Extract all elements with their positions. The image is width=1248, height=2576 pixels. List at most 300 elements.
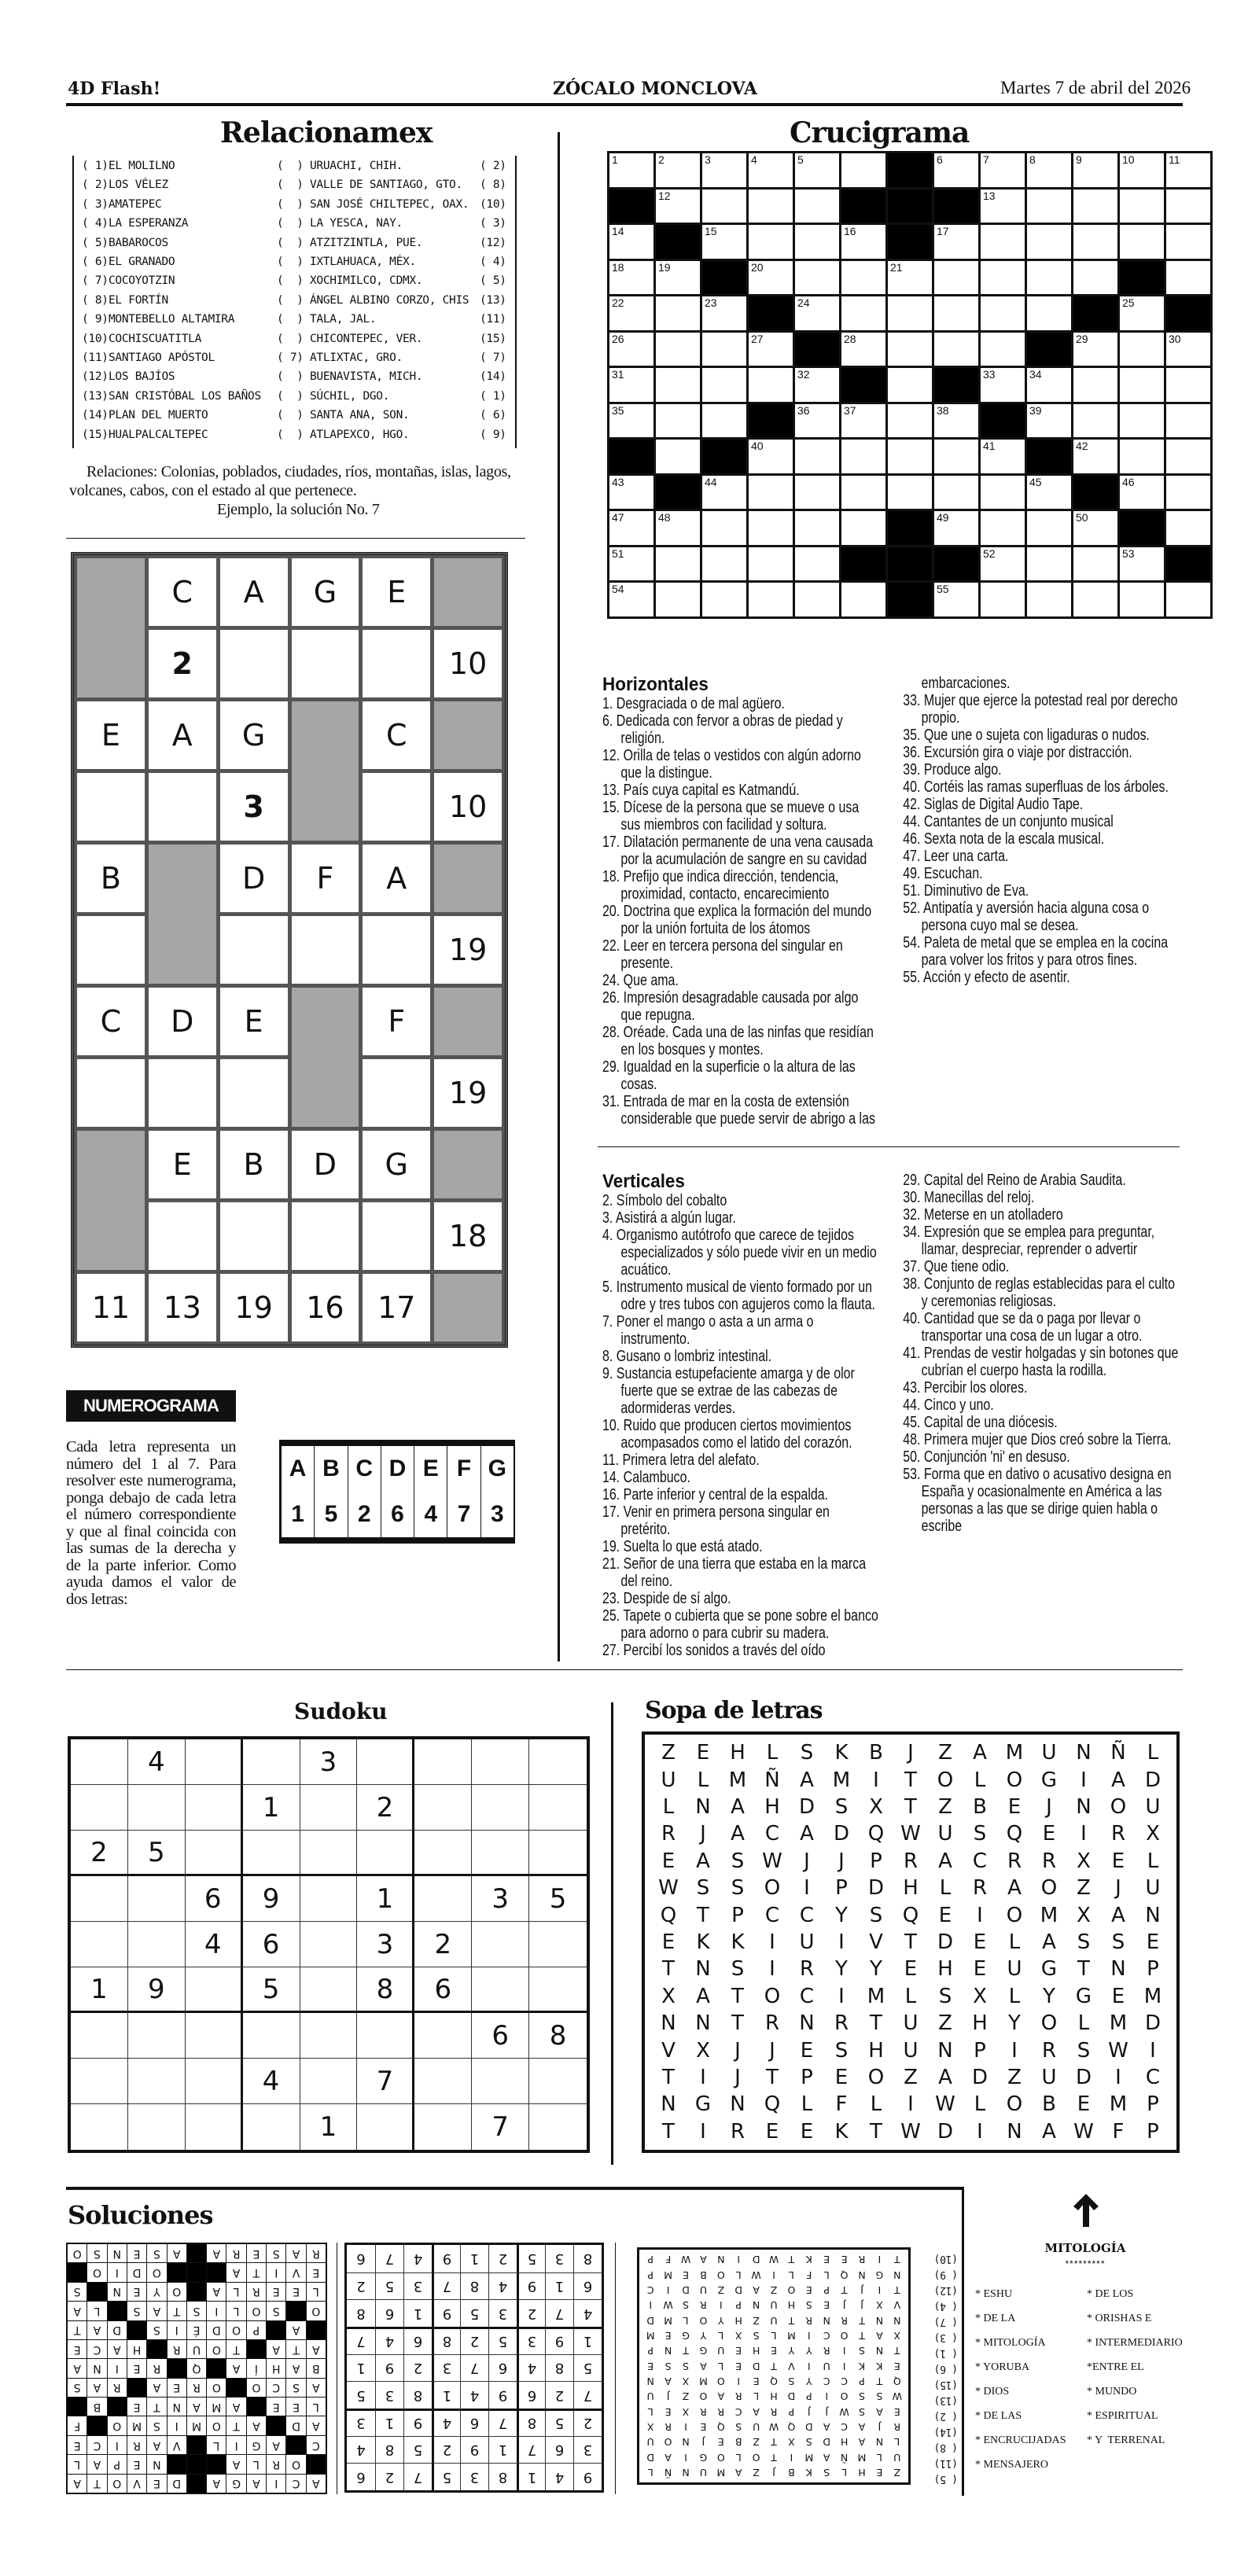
sudoku-empty-cell[interactable]	[300, 1922, 358, 1967]
crossword-cell[interactable]	[934, 153, 978, 187]
crossword-cell[interactable]	[1073, 404, 1117, 438]
crossword-cell[interactable]	[1166, 404, 1210, 438]
solution-letter: D	[752, 2360, 760, 2372]
crossword-cell[interactable]	[1120, 153, 1164, 187]
solution-letter: E	[700, 2420, 707, 2433]
sudoku-empty-cell[interactable]	[128, 1785, 186, 1831]
sudoku-empty-cell[interactable]	[529, 1785, 587, 1831]
sum-cell: 10	[434, 773, 502, 841]
sudoku-given: 6	[460, 2409, 488, 2436]
crossword-cell[interactable]	[795, 296, 839, 330]
relacionamex-footer	[69, 462, 528, 519]
sudoku-empty-cell[interactable]	[529, 1922, 587, 1967]
sudoku-empty-cell[interactable]	[357, 1831, 414, 1876]
letter-cell: B	[220, 1131, 288, 1198]
sudoku-empty-cell[interactable]	[300, 1876, 358, 1922]
letter: L	[939, 1876, 952, 1901]
solution-letter: T	[147, 2398, 166, 2416]
crossword-cell[interactable]	[841, 296, 885, 330]
crossword-cell[interactable]	[888, 404, 932, 438]
crossword-cell[interactable]	[795, 190, 839, 223]
crossword-cell[interactable]	[656, 153, 700, 187]
sudoku-empty-cell[interactable]	[300, 2059, 358, 2104]
crossword-cell[interactable]	[981, 333, 1025, 366]
crossword-cell[interactable]	[1073, 547, 1117, 581]
crossword-cell[interactable]	[1166, 153, 1210, 187]
crossword-cell[interactable]	[1120, 333, 1164, 366]
crossword-cell[interactable]	[609, 511, 653, 545]
crossword-cell[interactable]	[1027, 511, 1071, 545]
sudoku-empty-cell[interactable]	[71, 1785, 128, 1831]
black-cell	[187, 2244, 206, 2262]
sudoku-empty-cell[interactable]	[128, 2104, 186, 2150]
letter-cell: C	[77, 988, 145, 1055]
sudoku-empty-cell[interactable]	[71, 2104, 128, 2150]
sudoku-empty-cell[interactable]	[357, 1739, 414, 1785]
crossword-cell[interactable]	[1027, 404, 1071, 438]
clue-number: 33	[983, 368, 996, 381]
crossword-cell[interactable]	[1166, 261, 1210, 295]
empty-cell[interactable]	[363, 916, 430, 984]
sudoku-empty-cell[interactable]	[243, 1831, 300, 1876]
crossword-cell[interactable]	[888, 296, 932, 330]
answer-blank[interactable]: ( )	[277, 160, 304, 172]
sudoku-empty-cell[interactable]	[300, 1831, 358, 1876]
crossword-cell[interactable]	[656, 296, 700, 330]
clue-number: 17	[937, 225, 949, 237]
solution-letter: P	[823, 2283, 830, 2296]
sudoku-empty-cell[interactable]	[472, 1967, 529, 2013]
clue-down: 44. Cinco y uno.	[903, 1396, 994, 1414]
relacionamex-row	[74, 157, 514, 175]
crossword-cell[interactable]	[1120, 404, 1164, 438]
crossword-cell[interactable]	[1120, 225, 1164, 259]
crossword-cell[interactable]	[609, 583, 653, 616]
crossword-cell[interactable]	[888, 333, 932, 366]
empty-cell[interactable]	[363, 773, 430, 841]
sudoku-empty-cell[interactable]	[186, 2104, 243, 2150]
crossword-cell[interactable]	[1073, 511, 1117, 545]
sudoku-empty-cell[interactable]	[472, 2059, 529, 2104]
crossword-cell[interactable]	[1166, 333, 1210, 366]
crossword-cell[interactable]	[1120, 296, 1164, 330]
crossword-cell[interactable]	[1166, 190, 1210, 223]
sudoku-empty-cell[interactable]	[529, 2059, 587, 2104]
letter: R	[972, 1876, 988, 1901]
letter-cell: E	[220, 988, 288, 1055]
crossword-cell[interactable]	[934, 225, 978, 259]
crossword-cell[interactable]	[656, 190, 700, 223]
crossword-cell[interactable]	[981, 190, 1025, 223]
crossword-cell[interactable]	[1166, 225, 1210, 259]
empty-cell[interactable]	[220, 630, 288, 697]
clue-number: 14	[612, 225, 624, 237]
empty-cell[interactable]	[363, 1059, 430, 1127]
solution-letter: T	[859, 2329, 865, 2342]
numerograma-label: NUMEROGRAMA	[66, 1390, 236, 1422]
answer-blank[interactable]: ( )	[277, 428, 304, 441]
sudoku-empty-cell[interactable]	[529, 1739, 587, 1785]
crossword-cell[interactable]	[795, 153, 839, 187]
crossword-cell[interactable]	[749, 368, 793, 402]
crossword-cell[interactable]	[981, 583, 1025, 616]
crossword-cell[interactable]	[888, 261, 932, 295]
crossword-cell[interactable]	[888, 368, 932, 402]
crossword-cell[interactable]	[1027, 225, 1071, 259]
empty-cell[interactable]	[363, 1202, 430, 1270]
crossword-cell[interactable]	[656, 440, 700, 473]
crossword-cell[interactable]	[1073, 440, 1117, 473]
solution-letter: I	[807, 2329, 811, 2342]
answer-blank[interactable]: ( 7)	[277, 351, 304, 364]
letter: T	[904, 1930, 917, 1954]
sudoku-empty-cell[interactable]	[186, 1739, 243, 1785]
empty-cell[interactable]	[149, 1202, 216, 1270]
sudoku-empty-cell[interactable]	[128, 1922, 186, 1967]
solution-letter: A	[68, 2359, 87, 2377]
sudoku-empty-cell[interactable]	[300, 1967, 358, 2013]
crossword-cell[interactable]	[656, 404, 700, 438]
sudoku-empty-cell[interactable]	[357, 2104, 414, 2150]
solution-letter: A	[267, 2436, 285, 2454]
crossword-cell[interactable]	[841, 404, 885, 438]
clue-across: 1. Desgraciada o de mal agüero.	[602, 694, 786, 712]
crossword-cell[interactable]	[749, 440, 793, 473]
crossword-cell[interactable]	[795, 583, 839, 616]
crossword-cell[interactable]	[841, 333, 885, 366]
empty-cell[interactable]	[363, 630, 430, 697]
sudoku-empty-cell[interactable]	[472, 1922, 529, 1967]
sudoku-empty-cell[interactable]	[414, 2104, 472, 2150]
solution-letter: E	[664, 2405, 672, 2418]
crossword-cell[interactable]	[749, 190, 793, 223]
crossword-cell[interactable]	[934, 583, 978, 616]
crossword-cell[interactable]	[841, 225, 885, 259]
sudoku-empty-cell[interactable]	[71, 2013, 128, 2059]
crossword-cell[interactable]	[1027, 261, 1071, 295]
crossword-cell[interactable]	[795, 476, 839, 510]
crossword-cell[interactable]	[609, 547, 653, 581]
crossword-cell[interactable]	[702, 547, 746, 581]
crossword-cell[interactable]	[934, 511, 978, 545]
solution-letter: A	[664, 2451, 672, 2464]
sudoku-empty-cell[interactable]	[414, 1876, 472, 1922]
crossword-cell[interactable]	[934, 440, 978, 473]
crossword-cell[interactable]	[656, 511, 700, 545]
header-rule	[66, 103, 1183, 106]
sudoku-empty-cell[interactable]	[243, 1739, 300, 1785]
crossword-cell[interactable]	[934, 476, 978, 510]
crossword-cell[interactable]	[656, 583, 700, 616]
crossword-cell[interactable]	[1073, 583, 1117, 616]
crossword-cell[interactable]	[1166, 476, 1210, 510]
solution-letter: U	[717, 2345, 725, 2357]
crossword-cell[interactable]	[749, 583, 793, 616]
crossword-cell[interactable]	[702, 583, 746, 616]
crossword-cell[interactable]	[702, 404, 746, 438]
solution-letter: A	[286, 2359, 305, 2377]
answer-blank[interactable]: ( )	[277, 389, 304, 403]
sudoku-empty-cell[interactable]	[300, 1785, 358, 1831]
crossword-cell[interactable]	[841, 261, 885, 295]
crossword-cell[interactable]	[888, 440, 932, 473]
solution-letter: X	[734, 2329, 742, 2342]
crossword-cell[interactable]	[656, 333, 700, 366]
crossword-cell[interactable]	[795, 440, 839, 473]
crossword-cell[interactable]	[795, 511, 839, 545]
solution-letter: O	[147, 2263, 166, 2281]
crossword-cell[interactable]	[981, 547, 1025, 581]
crossword-cell[interactable]	[1073, 261, 1117, 295]
crossword-cell[interactable]	[1120, 583, 1164, 616]
crossword-cell[interactable]	[1073, 190, 1117, 223]
letter: E	[1111, 1984, 1125, 2008]
answer-blank[interactable]: ( )	[277, 178, 304, 192]
solution-letter: N	[875, 2314, 884, 2327]
solution-letter: G	[875, 2269, 884, 2281]
crossword-cell[interactable]	[981, 476, 1025, 510]
sudoku-empty-cell[interactable]	[71, 2059, 128, 2104]
crossword-cell[interactable]	[981, 368, 1025, 402]
sudoku-empty-cell[interactable]	[186, 1831, 243, 1876]
empty-cell[interactable]	[149, 1059, 216, 1127]
answer-blank[interactable]: ( )	[277, 409, 304, 422]
crossword-cell[interactable]	[656, 547, 700, 581]
empty-cell[interactable]	[220, 1202, 288, 1270]
empty-cell[interactable]	[77, 1059, 145, 1127]
crossword-cell[interactable]	[981, 440, 1025, 473]
crossword-cell[interactable]	[934, 261, 978, 295]
answer-blank[interactable]: ( )	[277, 370, 304, 384]
sudoku-empty-cell[interactable]	[128, 2013, 186, 2059]
right-place: CHICONTEPEC, VER.	[310, 332, 423, 345]
sudoku-empty-cell[interactable]	[243, 2104, 300, 2150]
sudoku-empty-cell[interactable]	[472, 1739, 529, 1785]
solution-letter: R	[664, 2420, 672, 2433]
crossword-cell[interactable]	[1120, 476, 1164, 510]
empty-cell[interactable]	[77, 916, 145, 984]
letter: N	[1007, 2119, 1022, 2144]
sudoku-empty-cell[interactable]	[128, 2059, 186, 2104]
crossword-cell[interactable]	[981, 225, 1025, 259]
crossword-cell[interactable]	[1166, 440, 1210, 473]
crossword-cell[interactable]	[795, 368, 839, 402]
crossword-cell[interactable]	[749, 476, 793, 510]
column-divider	[558, 132, 560, 1662]
sudoku-empty-cell[interactable]	[300, 2013, 358, 2059]
answer-blank[interactable]: ( )	[277, 293, 304, 307]
crossword-cell[interactable]	[609, 368, 653, 402]
solution-letter: Z	[717, 2283, 725, 2296]
letter: E	[765, 2119, 779, 2144]
clue-number: 51	[612, 546, 624, 560]
crossword-cell[interactable]	[934, 333, 978, 366]
crossword-cell[interactable]	[934, 404, 978, 438]
sudoku-empty-cell[interactable]	[186, 2059, 243, 2104]
crossword-cell[interactable]	[609, 333, 653, 366]
crossword-cell[interactable]	[1120, 547, 1164, 581]
crossword-cell[interactable]	[749, 511, 793, 545]
crossword-cell[interactable]	[795, 404, 839, 438]
crossword-cell[interactable]	[1027, 476, 1071, 510]
sudoku-empty-cell[interactable]	[529, 2104, 587, 2150]
crossword-cell[interactable]	[1027, 190, 1071, 223]
sudoku-empty-cell[interactable]	[243, 2013, 300, 2059]
crossword-cell[interactable]	[609, 225, 653, 259]
crossword-cell[interactable]	[1027, 547, 1071, 581]
solution-letter: I	[737, 2375, 741, 2387]
solution-letter: Z	[893, 2466, 901, 2478]
clue-number: 26	[612, 332, 624, 345]
crossword-cell[interactable]	[702, 190, 746, 223]
sudoku-empty-cell[interactable]	[414, 1739, 472, 1785]
crossword-cell[interactable]	[749, 153, 793, 187]
crossword-cell[interactable]	[981, 296, 1025, 330]
black-cell	[841, 547, 885, 581]
crossword-cell[interactable]	[702, 153, 746, 187]
crossword-cell[interactable]	[656, 368, 700, 402]
crossword-cell[interactable]	[702, 511, 746, 545]
crossword-cell[interactable]	[795, 225, 839, 259]
letter: L	[1008, 1984, 1021, 2008]
sudoku-given: 4	[573, 2299, 602, 2327]
sudoku-empty-cell[interactable]	[472, 1831, 529, 1876]
solution-letter: E	[823, 2299, 830, 2312]
empty-cell[interactable]	[220, 1059, 288, 1127]
sudoku-empty-cell[interactable]	[414, 2013, 472, 2059]
crossword-cell[interactable]	[981, 153, 1025, 187]
crossword-cell[interactable]	[795, 261, 839, 295]
answer-blank[interactable]: ( )	[277, 197, 304, 211]
letter: E	[973, 1930, 987, 1954]
answer-blank[interactable]: ( )	[277, 274, 304, 288]
sudoku-empty-cell[interactable]	[71, 1876, 128, 1922]
sudoku-given: 3	[573, 2436, 602, 2464]
crossword-cell[interactable]	[888, 476, 932, 510]
crossword-cell[interactable]	[1073, 368, 1117, 402]
crossword-cell[interactable]	[609, 153, 653, 187]
sudoku-empty-cell[interactable]	[186, 1967, 243, 2013]
crossword-cell[interactable]	[609, 296, 653, 330]
crossword-cell[interactable]	[934, 296, 978, 330]
letter: E	[1042, 1822, 1056, 1846]
answer-blank[interactable]: ( )	[277, 217, 304, 230]
sudoku-empty-cell[interactable]	[186, 1785, 243, 1831]
empty-cell[interactable]	[149, 773, 216, 841]
sudoku-empty-cell[interactable]	[529, 1967, 587, 2013]
crossword-cell[interactable]	[749, 261, 793, 295]
crossword-cell[interactable]	[841, 153, 885, 187]
solution-letter: R	[700, 2405, 707, 2418]
crossword-cell[interactable]	[1166, 583, 1210, 616]
crossword-cell[interactable]	[841, 440, 885, 473]
gray-cell	[434, 701, 502, 769]
crossword-cell[interactable]	[841, 511, 885, 545]
crossword-cell[interactable]	[1073, 333, 1117, 366]
solution-letter: U	[823, 2360, 830, 2372]
sudoku-empty-cell[interactable]	[128, 1876, 186, 1922]
crossword-cell[interactable]	[702, 476, 746, 510]
crossword-cell[interactable]	[1166, 511, 1210, 545]
crossword-cell[interactable]	[609, 404, 653, 438]
crossword-cell[interactable]	[1027, 583, 1071, 616]
crossword-cell[interactable]	[1027, 368, 1071, 402]
crossword-cell[interactable]	[795, 547, 839, 581]
sudoku-empty-cell[interactable]	[71, 1739, 128, 1785]
crossword-cell[interactable]	[981, 261, 1025, 295]
crossword-cell[interactable]	[609, 476, 653, 510]
crossword-cell[interactable]	[1027, 153, 1071, 187]
clue-across: 33. Mujer que ejerce la potestad real por derecho propio.	[903, 691, 1178, 727]
crossword-cell[interactable]	[1073, 225, 1117, 259]
solution-letter: I	[108, 2436, 127, 2454]
letter: U	[1041, 1741, 1057, 1765]
sudoku-empty-cell[interactable]	[414, 2059, 472, 2104]
solution-letter: N	[752, 2299, 760, 2312]
letter: I	[838, 1984, 845, 2008]
answer-blank[interactable]: ( )	[277, 256, 304, 268]
sudoku-empty-cell[interactable]	[414, 1785, 472, 1831]
crossword-cell[interactable]	[656, 261, 700, 295]
section-name: 4D Flash!	[68, 79, 161, 99]
empty-cell[interactable]	[77, 773, 145, 841]
crossword-cell[interactable]	[749, 225, 793, 259]
clue-number: 46	[1122, 475, 1135, 488]
crossword-cell[interactable]	[1027, 296, 1071, 330]
sudoku-given: 1	[432, 2381, 460, 2409]
sudoku-given: 7	[545, 2299, 573, 2327]
crossword-cell[interactable]	[1120, 190, 1164, 223]
answer-blank[interactable]: ( )	[277, 313, 304, 326]
crossword-cell[interactable]	[1166, 368, 1210, 402]
sudoku-empty-cell[interactable]	[414, 1831, 472, 1876]
crossword-cell[interactable]	[1120, 440, 1164, 473]
empty-cell[interactable]	[220, 916, 288, 984]
clue-down: 19. Suelta lo que está atado.	[602, 1537, 763, 1555]
black-cell	[207, 2359, 226, 2377]
crossword-cell[interactable]	[981, 511, 1025, 545]
letter: K	[731, 1930, 745, 1954]
solution-letter: F	[806, 2269, 812, 2281]
sudoku-empty-cell[interactable]	[357, 2013, 414, 2059]
crossword-cell[interactable]	[1120, 368, 1164, 402]
sudoku-empty-cell[interactable]	[472, 1785, 529, 1831]
crossword-cell[interactable]	[702, 368, 746, 402]
empty-cell[interactable]	[292, 916, 359, 984]
clue-across: 12. Orilla de telas o vestidos con algún adorno que la distingue.	[602, 746, 861, 782]
crossword-cell[interactable]	[841, 476, 885, 510]
crossword-cell[interactable]	[749, 333, 793, 366]
crossword-cell[interactable]	[841, 583, 885, 616]
empty-cell[interactable]	[292, 1202, 359, 1270]
solution-letter: P	[247, 2321, 266, 2339]
crossword-cell[interactable]	[702, 296, 746, 330]
answer-blank[interactable]: ( )	[277, 236, 304, 249]
crossword-cell[interactable]	[749, 547, 793, 581]
letter-cell: E	[363, 558, 430, 626]
sudoku-empty-cell[interactable]	[186, 2013, 243, 2059]
empty-cell[interactable]	[292, 630, 359, 697]
crossword-cell[interactable]	[702, 333, 746, 366]
solution-letter: Z	[753, 2466, 760, 2478]
crossword-cell[interactable]	[702, 225, 746, 259]
sudoku-empty-cell[interactable]	[71, 1922, 128, 1967]
crossword-cell[interactable]	[1073, 153, 1117, 187]
solution-letter: C	[841, 2375, 848, 2387]
answer-blank[interactable]: ( )	[277, 332, 304, 345]
crossword-cell[interactable]	[609, 261, 653, 295]
sudoku-empty-cell[interactable]	[529, 1831, 587, 1876]
